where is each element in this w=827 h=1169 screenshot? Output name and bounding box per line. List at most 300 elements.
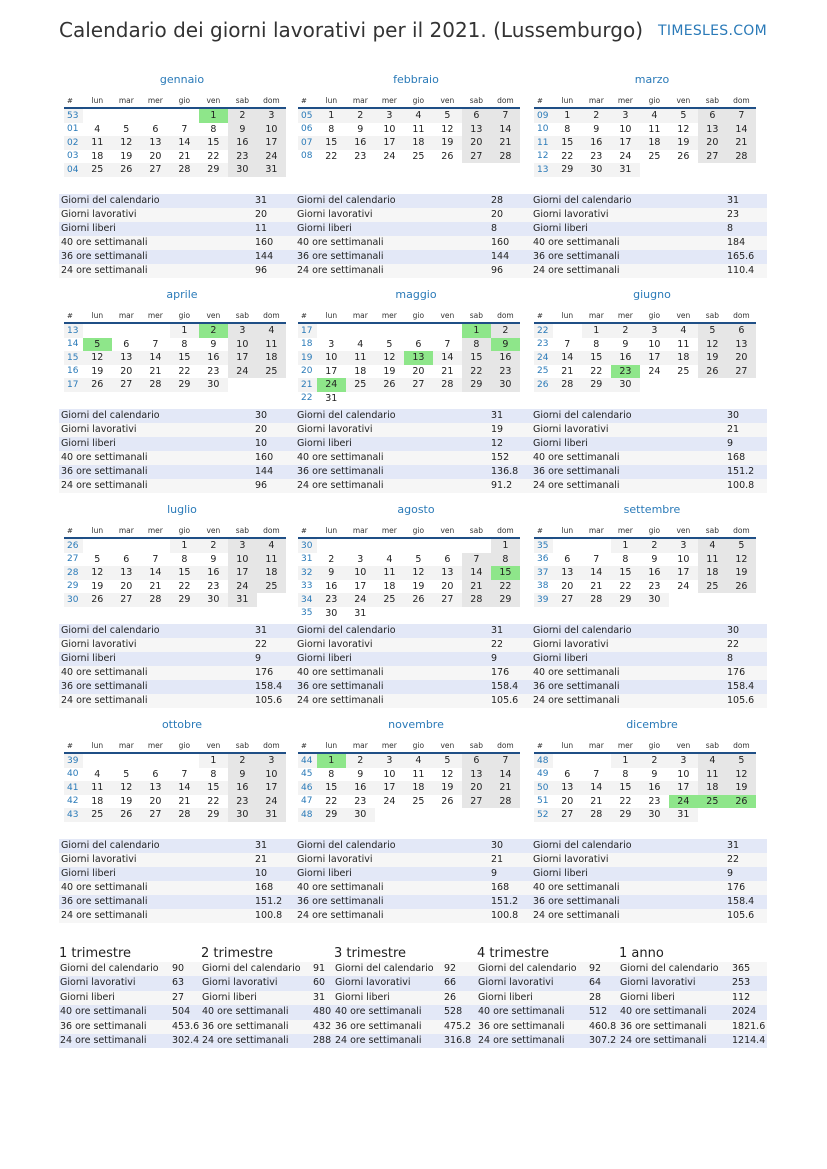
empty-day-cell (433, 538, 462, 553)
day-cell: 22 (561, 150, 574, 162)
day-cell: 22 (178, 580, 191, 592)
week-number: 52 (534, 808, 553, 822)
stat-label: Giorni lavorativi (533, 209, 609, 220)
stat-label: Giorni del calendario (297, 840, 396, 851)
day-cell: 25 (83, 808, 112, 822)
summary-value: 28 (589, 991, 602, 1003)
summary-label: Giorni lavorativi (335, 977, 411, 989)
summary-row (619, 1020, 767, 1034)
day-cell: 9 (228, 768, 257, 782)
day-cell: 23 (648, 580, 661, 592)
stat-row (295, 666, 531, 680)
summary-label: Giorni del calendario (620, 963, 719, 974)
stat-label: 40 ore settimanali (297, 452, 384, 463)
week-row (298, 593, 520, 607)
day-cell: 10 (677, 768, 690, 780)
stat-value: 165.6 (727, 251, 755, 262)
month-calendar-agosto (298, 502, 534, 620)
stat-value: 22 (727, 639, 740, 650)
stat-row (59, 680, 295, 694)
stat-value: 20 (491, 209, 504, 220)
stat-row (59, 451, 295, 465)
week-row (64, 150, 286, 164)
weekday-header: ven (199, 739, 228, 753)
day-cell: 18 (404, 136, 433, 150)
weekday-header: gio (170, 94, 199, 108)
week-number: 48 (534, 753, 553, 768)
day-cell: 25 (257, 580, 286, 594)
weekday-header: dom (491, 94, 520, 108)
week-number: 14 (67, 339, 79, 350)
month-stats-giugno (531, 409, 767, 493)
day-cell: 26 (727, 580, 756, 594)
summary-label: Giorni liberi (478, 991, 533, 1003)
day-cell: 15 (199, 136, 228, 150)
day-cell: 17 (325, 365, 338, 377)
day-cell: 20 (698, 136, 727, 150)
summary-row (619, 976, 767, 990)
week-row (298, 392, 520, 406)
day-cell: 12 (375, 351, 404, 365)
stat-row (295, 881, 531, 895)
summary-label: 36 ore settimanali (202, 1020, 289, 1032)
stat-label: Giorni del calendario (533, 625, 632, 636)
week-row (64, 123, 286, 137)
day-cell: 9 (593, 123, 600, 135)
day-cell: 28 (170, 808, 199, 822)
week-number: 26 (64, 538, 83, 553)
stat-row (531, 895, 767, 909)
summary-label: 36 ore settimanali (335, 1020, 422, 1032)
day-cell: 15 (553, 136, 582, 150)
day-cell: 25 (412, 795, 425, 807)
stat-row (531, 423, 767, 437)
day-cell: 14 (582, 566, 611, 580)
weekday-header: dom (727, 309, 756, 323)
stat-row (295, 451, 531, 465)
weekday-header: sab (698, 94, 727, 108)
week-number: 43 (64, 808, 83, 822)
weekday-header: mar (112, 309, 141, 323)
stat-value: 31 (491, 410, 504, 421)
day-cell: 4 (698, 538, 727, 553)
holiday-day-cell: 25 (698, 795, 727, 809)
stat-label: Giorni lavorativi (533, 424, 609, 435)
day-cell: 31 (669, 808, 698, 822)
day-cell: 18 (91, 795, 104, 807)
week-number: 26 (534, 378, 553, 392)
week-row (534, 566, 756, 580)
stat-label: 24 ore settimanali (61, 265, 148, 276)
empty-day-cell (404, 607, 433, 621)
day-cell: 29 (611, 808, 640, 822)
weekday-header: sab (698, 309, 727, 323)
day-cell: 16 (325, 580, 338, 592)
week-row (64, 768, 286, 782)
summary-row (59, 991, 201, 1005)
day-cell: 15 (611, 781, 640, 795)
day-cell: 8 (564, 123, 571, 135)
stat-row (295, 222, 531, 236)
stat-label: Giorni del calendario (533, 410, 632, 421)
weekday-header: sab (698, 524, 727, 538)
month-table (534, 309, 756, 392)
day-cell: 9 (357, 768, 364, 780)
day-cell: 25 (677, 365, 690, 377)
stat-label: Giorni del calendario (297, 410, 396, 421)
day-cell: 7 (727, 108, 756, 123)
summary-value: 90 (172, 963, 185, 974)
week-number-header: # (534, 309, 553, 323)
month-table (298, 524, 520, 620)
empty-day-cell (553, 323, 582, 338)
summary-row (334, 991, 477, 1005)
day-cell: 20 (561, 795, 574, 807)
day-cell: 23 (228, 150, 257, 164)
week-row (298, 123, 520, 137)
day-cell: 23 (228, 795, 257, 809)
stat-label: Giorni del calendario (533, 195, 632, 206)
holiday-day-cell: 2 (199, 323, 228, 338)
day-cell: 10 (228, 338, 257, 352)
summary-value: 480 (313, 1006, 332, 1018)
week-number: 32 (298, 566, 317, 580)
weekday-header: sab (462, 94, 491, 108)
day-cell: 9 (210, 338, 217, 350)
week-number: 41 (64, 781, 83, 795)
day-cell: 15 (170, 566, 199, 580)
day-cell: 17 (611, 136, 640, 150)
summary-value: 112 (732, 991, 751, 1003)
weekday-header: gio (170, 309, 199, 323)
day-cell: 2 (346, 753, 375, 768)
day-cell: 18 (257, 351, 286, 365)
summary-label: Giorni lavorativi (620, 977, 696, 989)
week-number: 48 (298, 808, 317, 822)
day-cell: 8 (328, 123, 335, 135)
day-cell: 12 (677, 123, 690, 135)
stat-value: 176 (255, 667, 274, 678)
stat-row (295, 895, 531, 909)
month-name: settembre (623, 503, 681, 516)
weekday-header: mar (112, 524, 141, 538)
weekday-header: ven (433, 524, 462, 538)
week-number: 10 (537, 124, 549, 135)
day-cell: 13 (553, 781, 582, 795)
month-table (534, 94, 756, 177)
day-cell: 4 (669, 323, 698, 338)
week-number-header: # (298, 94, 317, 108)
stat-label: 24 ore settimanali (533, 265, 620, 276)
weekday-header: ven (669, 524, 698, 538)
stat-row (531, 652, 767, 666)
weekday-header: ven (199, 524, 228, 538)
week-number: 05 (298, 108, 317, 123)
day-cell: 10 (228, 553, 257, 567)
day-cell: 22 (590, 365, 603, 377)
week-row (534, 593, 756, 607)
empty-day-cell (170, 108, 199, 123)
stat-label: 36 ore settimanali (61, 681, 148, 692)
empty-day-cell (141, 323, 170, 338)
day-cell: 30 (640, 593, 669, 607)
day-cell: 21 (727, 136, 756, 150)
stat-row (531, 624, 767, 638)
stat-value: 100.8 (255, 910, 283, 921)
day-cell: 10 (677, 553, 690, 565)
empty-day-cell (346, 392, 375, 406)
stat-row (295, 680, 531, 694)
week-row (64, 136, 286, 150)
day-cell: 13 (433, 566, 462, 580)
empty-day-cell (462, 392, 491, 406)
stat-row (531, 867, 767, 881)
week-number: 46 (298, 781, 317, 795)
stat-value: 176 (727, 882, 746, 893)
week-row (298, 150, 520, 164)
week-number: 40 (67, 769, 79, 780)
stat-label: 36 ore settimanali (61, 251, 148, 262)
weekday-header: mar (346, 94, 375, 108)
stat-value: 31 (255, 195, 268, 206)
empty-day-cell (727, 808, 756, 822)
day-cell: 22 (207, 150, 220, 162)
summary-row (201, 1005, 334, 1019)
summary-1-trimestre (59, 945, 201, 1048)
day-cell: 29 (170, 593, 199, 607)
day-cell: 28 (141, 593, 170, 607)
stat-label: Giorni liberi (533, 653, 588, 664)
month-name: marzo (634, 73, 670, 86)
week-number: 07 (298, 136, 317, 150)
weekday-header: mer (611, 309, 640, 323)
day-cell: 16 (228, 781, 257, 795)
day-cell: 18 (404, 781, 433, 795)
day-cell: 24 (619, 150, 632, 162)
day-cell: 14 (170, 136, 199, 150)
summary-title: 1 anno (619, 946, 664, 961)
stat-row (531, 409, 767, 423)
day-cell: 18 (383, 580, 396, 592)
day-cell: 10 (383, 768, 396, 780)
week-row (64, 781, 286, 795)
stat-label: 24 ore settimanali (61, 695, 148, 706)
stat-value: 31 (727, 840, 740, 851)
stat-label: 24 ore settimanali (297, 695, 384, 706)
day-cell: 25 (257, 365, 286, 379)
weekday-header: lun (553, 94, 582, 108)
day-cell: 7 (593, 768, 600, 780)
day-cell: 30 (228, 808, 257, 822)
day-cell: 13 (112, 351, 141, 365)
stat-value: 9 (727, 868, 734, 879)
summary-label: Giorni del calendario (335, 963, 434, 974)
stat-value: 9 (491, 868, 498, 879)
summary-label: 24 ore settimanali (478, 1034, 565, 1046)
stat-value: 105.6 (727, 695, 755, 706)
day-cell: 28 (433, 378, 462, 392)
stat-row (295, 638, 531, 652)
stat-label: Giorni lavorativi (297, 854, 373, 865)
month-name: ottobre (161, 718, 203, 731)
weekday-header: mar (346, 739, 375, 753)
day-cell: 31 (611, 163, 640, 177)
day-cell: 15 (170, 351, 199, 365)
week-number: 47 (301, 796, 313, 807)
stat-row (531, 881, 767, 895)
day-cell: 3 (669, 753, 698, 768)
stat-value: 19 (491, 424, 504, 435)
holiday-day-cell: 23 (611, 365, 640, 379)
weekday-header: lun (317, 524, 346, 538)
week-row (534, 538, 756, 553)
day-cell: 8 (593, 338, 600, 350)
stat-row (531, 479, 767, 493)
week-number: 37 (534, 566, 553, 580)
day-cell: 3 (640, 323, 669, 338)
holiday-day-cell: 1 (199, 108, 228, 123)
day-cell: 23 (207, 365, 220, 377)
week-row (64, 323, 286, 338)
weekday-header: lun (83, 309, 112, 323)
day-cell: 2 (228, 108, 257, 123)
stat-value: 110.4 (727, 265, 755, 276)
day-cell: 29 (582, 378, 611, 392)
day-cell: 29 (553, 163, 582, 177)
day-cell: 26 (404, 593, 433, 607)
day-cell: 2 (199, 538, 228, 553)
day-cell: 18 (640, 136, 669, 150)
day-cell: 2 (346, 108, 375, 123)
holiday-day-cell: 26 (727, 795, 756, 809)
day-cell: 20 (412, 365, 425, 377)
stat-value: 9 (491, 653, 498, 664)
day-cell: 10 (619, 123, 632, 135)
stat-label: Giorni del calendario (61, 840, 160, 851)
day-cell: 3 (257, 108, 286, 123)
day-cell: 3 (228, 538, 257, 553)
weekday-header: mer (611, 94, 640, 108)
stat-value: 151.2 (255, 896, 283, 907)
day-cell: 19 (91, 580, 104, 592)
weekday-header: sab (698, 739, 727, 753)
week-number: 30 (298, 538, 317, 553)
stat-label: Giorni del calendario (533, 840, 632, 851)
week-row (534, 351, 756, 365)
month-calendar-settembre (534, 502, 770, 607)
summary-label: 24 ore settimanali (335, 1034, 422, 1046)
day-cell: 11 (412, 768, 425, 780)
day-cell: 7 (491, 753, 520, 768)
stat-value: 22 (255, 639, 268, 650)
week-number: 39 (64, 753, 83, 768)
stat-value: 30 (727, 410, 740, 421)
weekday-header: lun (83, 94, 112, 108)
day-cell: 8 (210, 123, 217, 135)
month-table (534, 739, 756, 822)
weekday-header: ven (669, 309, 698, 323)
summary-row (59, 1005, 201, 1019)
week-row (298, 323, 520, 338)
day-cell: 21 (462, 580, 491, 594)
week-number-header: # (298, 524, 317, 538)
summary-label: Giorni liberi (202, 991, 257, 1003)
month-table (64, 524, 286, 607)
brand-logo-text[interactable]: TIMESLES.COM (658, 23, 767, 39)
day-cell: 30 (325, 607, 338, 619)
stat-label: Giorni lavorativi (297, 424, 373, 435)
summary-row (477, 962, 619, 976)
week-row (534, 378, 756, 392)
day-cell: 1 (317, 108, 346, 123)
stat-value: 23 (727, 209, 740, 220)
week-row (64, 378, 286, 392)
summary-title: 4 trimestre (477, 946, 550, 961)
weekday-header: sab (462, 739, 491, 753)
weekday-header: dom (727, 739, 756, 753)
day-cell: 10 (648, 338, 661, 350)
stat-value: 31 (491, 625, 504, 636)
stat-value: 144 (255, 251, 274, 262)
summary-value: 460.8 (589, 1020, 617, 1032)
stat-row (59, 694, 295, 708)
day-cell: 24 (677, 580, 690, 592)
holiday-day-cell: 1 (317, 753, 346, 768)
day-cell: 9 (228, 123, 257, 137)
week-row (64, 808, 286, 822)
week-row (298, 768, 520, 782)
summary-label: 36 ore settimanali (620, 1020, 707, 1032)
week-row (64, 538, 286, 553)
summary-value: 26 (444, 991, 457, 1003)
summary-row (59, 1034, 201, 1048)
stat-label: Giorni lavorativi (61, 854, 137, 865)
week-row (64, 163, 286, 177)
summary-3-trimestre (334, 945, 477, 1048)
month-stats-settembre (531, 624, 767, 708)
day-cell: 14 (170, 781, 199, 795)
day-cell: 9 (651, 553, 658, 565)
summary-row (477, 1005, 619, 1019)
summary-value: 64 (589, 977, 602, 989)
stat-label: 24 ore settimanali (297, 480, 384, 491)
day-cell: 25 (412, 150, 425, 162)
stat-label: 40 ore settimanali (533, 452, 620, 463)
stat-row (295, 652, 531, 666)
day-cell: 14 (433, 351, 462, 365)
month-name: novembre (388, 718, 444, 731)
stat-row (295, 909, 531, 923)
page-title: Calendario dei giorni lavorativi per il 2021. (Lussemburgo) (59, 18, 643, 42)
day-cell: 23 (207, 580, 220, 592)
month-calendar-ottobre (64, 717, 300, 822)
stat-value: 96 (255, 480, 268, 491)
weekday-header: gio (404, 739, 433, 753)
day-cell: 23 (648, 795, 661, 807)
day-cell: 2 (228, 753, 257, 768)
stat-row (531, 680, 767, 694)
stat-label: 40 ore settimanali (533, 667, 620, 678)
day-cell: 10 (257, 123, 286, 137)
stat-row (531, 638, 767, 652)
stat-label: Giorni liberi (533, 868, 588, 879)
week-number: 22 (534, 323, 553, 338)
week-row (298, 553, 520, 567)
summary-value: 253 (732, 977, 751, 989)
week-row (298, 607, 520, 621)
stat-row (295, 208, 531, 222)
stat-label: 36 ore settimanali (533, 896, 620, 907)
